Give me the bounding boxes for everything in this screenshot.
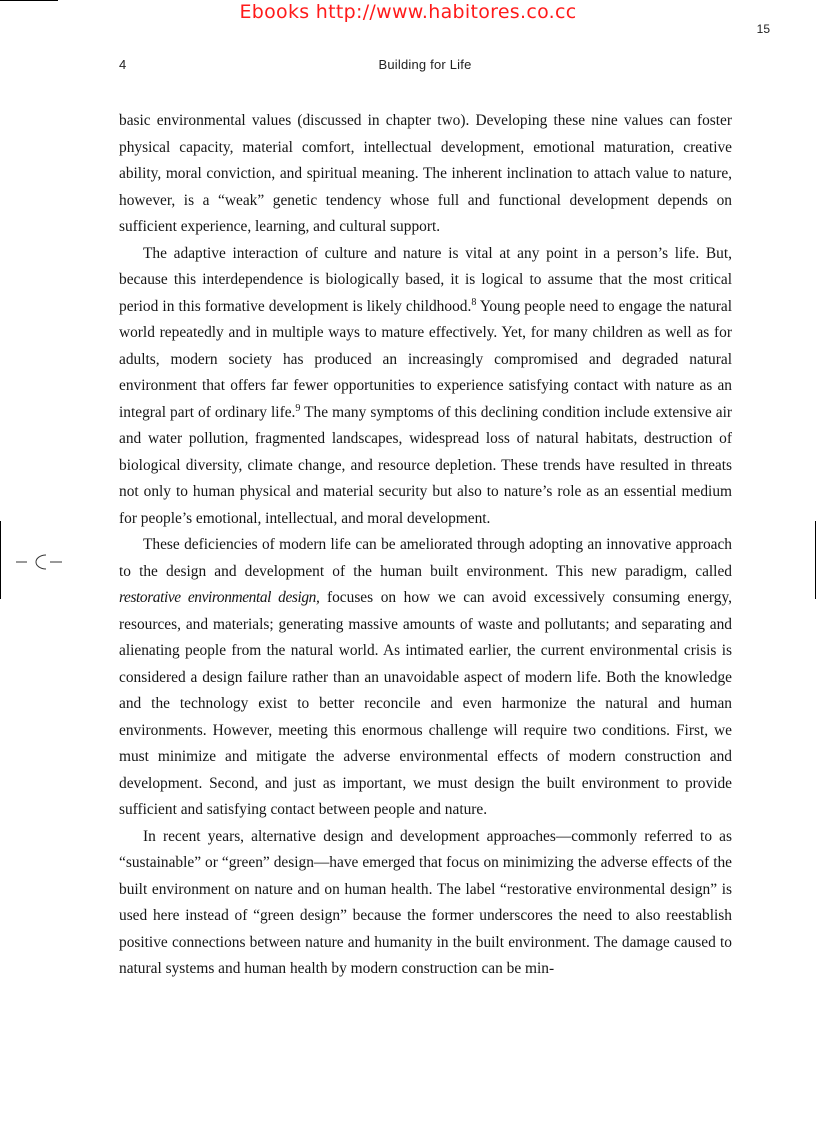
running-title: Building for Life [378,57,472,72]
body-text [119,108,732,983]
italic-term: restorative environmental design, [119,589,320,606]
paragraph-2 [119,241,732,533]
paragraph-1: basic environmental values (discussed in chapter two). Developing these nine values can foster physical capacity, material comfort, intellectual development, emotional maturation, creative ability, moral conviction, and spiritual meaning. The inherent inclination to attach value to nature, however, is a “weak” genetic tendency whose full and functional development depends on sufficient experience, learning, and cultural support. [119,112,732,235]
paragraph-4: In recent years, alternative design and development approaches—commonly referred to as “sustainable” or “green” design—have emerged that focus on minimizing the adverse effects of the built environment on nature and on human health. The label “restorative environmental design” is used here instead of “green design” because the former underscores the need to also reestablish positive connections between nature and humanity in the built environment. The damage caused to natural systems and human health by modern construction can be min- [119,827,732,977]
paragraph-2-text-c: The many symptoms of this declining condition include extensive air and water pollution, fragmented landscapes, widespread loss of natural habitats, destruction of biological diversity, climate change, and resource depletion. These trends have resulted in threats not only to human physical and material security but also to nature’s role as an essential medium for people’s emotional, intellectual, and moral development. [119,403,732,527]
footnote-ref-8[interactable]: 8 [471,296,477,308]
left-margin-rule [0,521,1,599]
running-header [0,57,816,75]
paragraph-2-text-b: Young people need to engage the natural world repeatedly and in multiple ways to mature effectively. Yet, for many children as well as for adults, modern society has produced an increasingly compromised and degraded natural environment that offers far fewer opportunities to experience satisfying contact with nature as an integral part of ordinary life. [119,297,732,421]
paragraph-2-text-a: The adaptive interaction of culture and nature is vital at any point in a person’s life. But, because this interdependence is biologically based, it is logical to assume that the most critical period in this formative development is likely childhood. [119,244,732,315]
scan-page-number: 15 [756,22,770,36]
watermark-banner: Ebooks http://www.habitores.co.cc [239,1,577,23]
registration-mark-icon [16,551,62,573]
page-number: 4 [119,57,127,72]
paragraph-3-text-b: focuses on how we can avoid excessively consuming energy, resources, and materials; generating massive amounts of waste and pollutants; and separating and alienating people from the natural world. As intimated earlier, the current environmental crisis is considered a design failure rather than an unavoidable aspect of modern life. Both the knowledge and the technology exist to better reconcile and even harmonize the natural and human environments. However, meeting this enormous challenge will require two conditions. First, we must minimize and mitigate the adverse environmental effects of modern construction and development. Second, and just as important, we must design the built environment to provide sufficient and satisfying contact between people and nature. [119,589,732,818]
paragraph-3-text-a: These deficiencies of modern life can be ameliorated through adopting an innovative approach to the design and development of the human built environment. This new paradigm, called [119,536,732,580]
paragraph-3 [119,532,732,824]
footnote-ref-9[interactable]: 9 [295,402,301,414]
